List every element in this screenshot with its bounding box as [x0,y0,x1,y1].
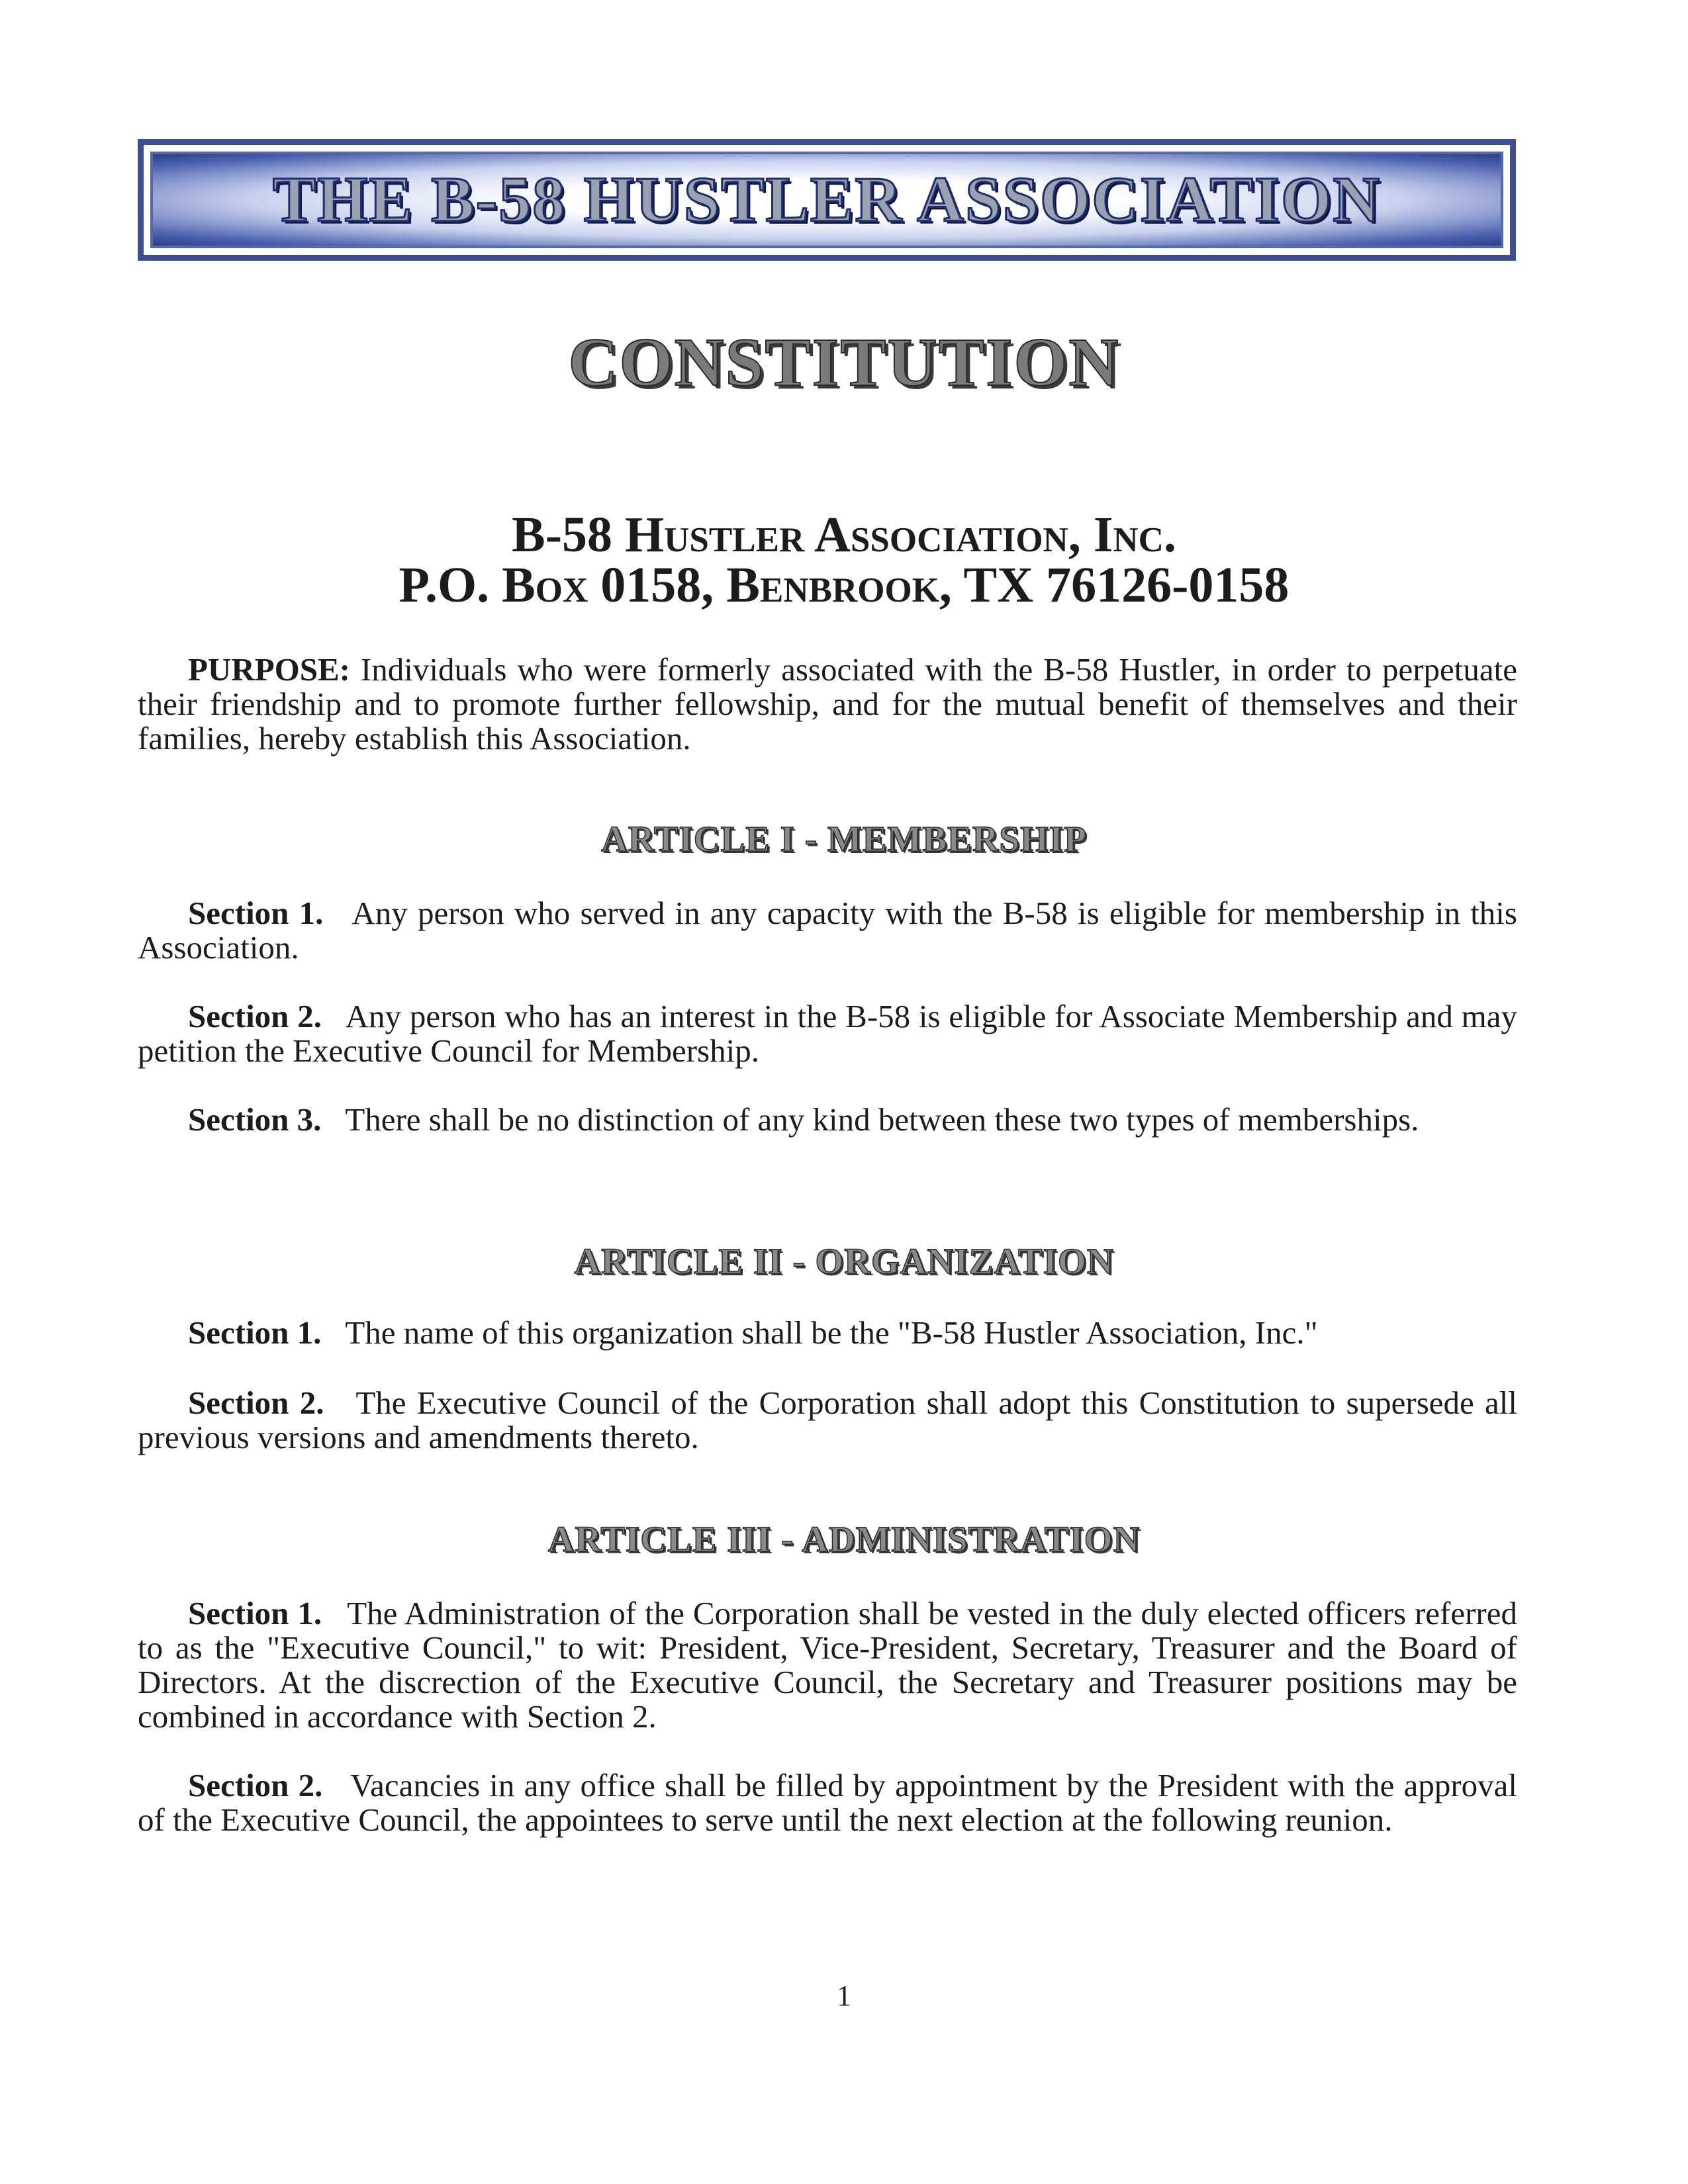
section-paragraph [138,1316,1517,1350]
section-label: Section 2. [188,1385,324,1421]
banner-text: THE B-58 HUSTLER ASSOCIATION [272,164,1382,236]
section-label: Section 2. [188,998,322,1034]
organization-name [0,507,1688,563]
section-label: Section 1. [188,1595,322,1631]
article-heading: ARTICLE I - MEMBERSHIP [601,819,1087,859]
section-label: Section 2. [188,1767,323,1803]
article-heading: ARTICLE III - ADMINISTRATION [547,1519,1141,1559]
section-text: The Executive Council of the Corporation shall adopt this Constitution to supersede all previous versions and amendments thereto. [138,1385,1518,1455]
organization-address-text: P.O. Box 0158, Benbrook, TX 76126-0158 [399,557,1289,613]
document-title: CONSTITUTION [568,324,1120,400]
section-text: The name of this organization shall be the "B-58 Hustler Association, Inc." [345,1314,1318,1351]
section-label: Section 1. [188,895,324,931]
organization-address [0,557,1688,613]
section-paragraph [138,896,1517,965]
section-paragraph [138,1103,1517,1137]
purpose-text: Individuals who were formerly associated with the B-58 Hustler, in order to perpetuate their friendship and to promote further fellowship, and for the mutual benefit of themselves and their families, hereby establish this Association. [138,651,1517,756]
section-paragraph [138,1768,1517,1837]
section-text: The Administration of the Corporation shall be vested in the duly elected officers referred to as the "Executive Council," to wit: President, Vice-President, Secretary, Treasurer and the Board of Directors. At the discrection of the Executive Council, the Secretary and Treasurer positions may be combined in accordance with Section 2. [138,1595,1517,1735]
page-number: 1 [837,1979,851,2012]
association-banner [138,139,1516,261]
article-heading: ARTICLE II - ORGANIZATION [574,1241,1114,1281]
section-label: Section 3. [188,1101,322,1138]
purpose-label: PURPOSE: [188,651,350,688]
section-text: Any person who served in any capacity with the B-58 is eligible for membership in this Association. [138,895,1517,966]
section-paragraph [138,1596,1517,1734]
section-paragraph [138,999,1517,1068]
purpose-paragraph [138,653,1517,756]
banner-inner [150,152,1503,248]
section-label: Section 1. [188,1314,322,1351]
section-text: There shall be no distinction of any kind between these two types of memberships. [345,1101,1419,1138]
section-text: Vacancies in any office shall be filled by appointment by the President with the approval of the Executive Council, the appointees to serve until the next election at the following reunion. [138,1767,1517,1838]
organization-name-text: B-58 Hustler Association, Inc. [512,507,1176,563]
section-text: Any person who has an interest in the B-58 is eligible for Associate Membership and may petition the Executive Council for Membership. [138,998,1518,1069]
section-paragraph [138,1386,1517,1455]
